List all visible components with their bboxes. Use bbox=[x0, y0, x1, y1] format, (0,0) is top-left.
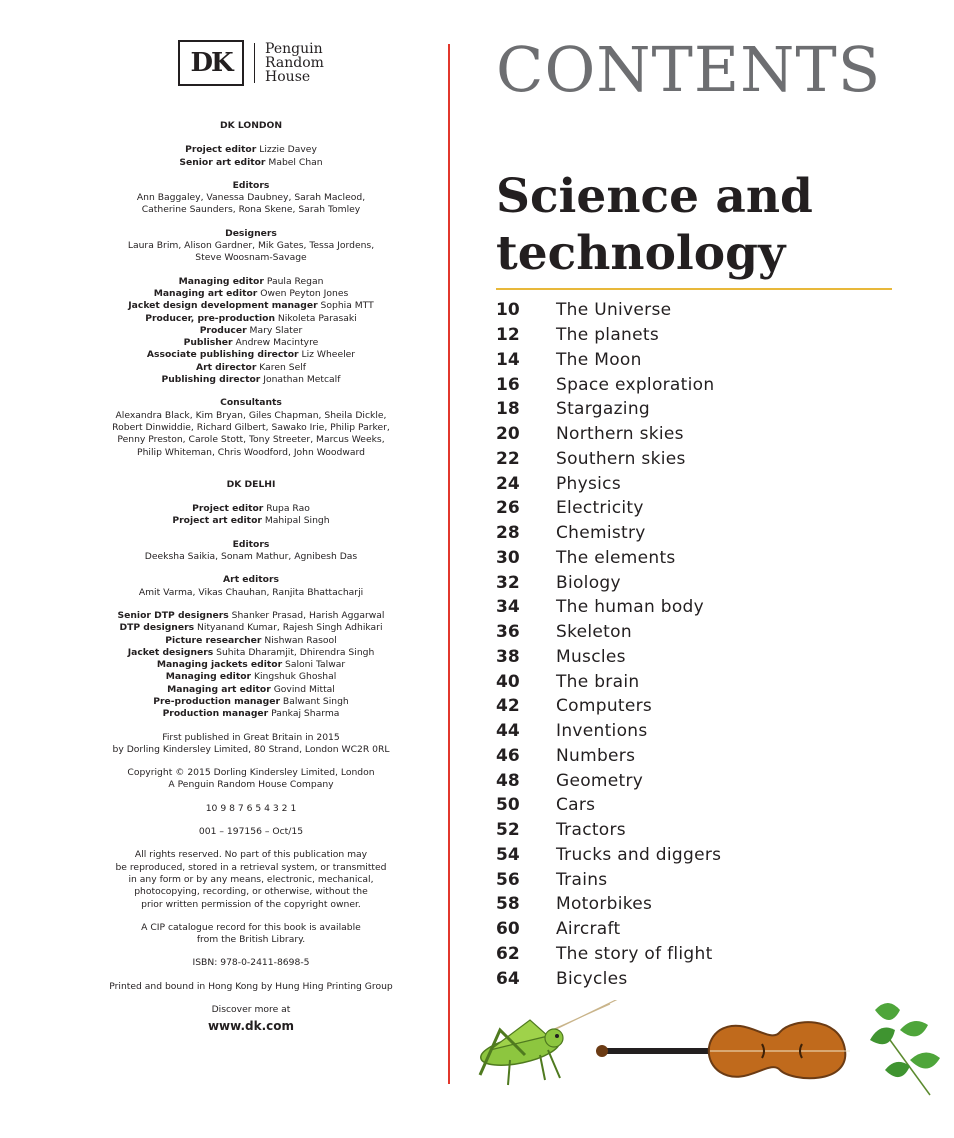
toc-entry[interactable] bbox=[496, 595, 721, 620]
credit-role: DTP designers bbox=[119, 622, 195, 634]
credit-names: Laura Brim, Alison Gardner, Mik Gates, Tessa Jordens, bbox=[127, 240, 375, 252]
toc-entry-title: The elements bbox=[556, 547, 676, 568]
credit-role: Managing editor bbox=[165, 671, 252, 683]
london-credits-1 bbox=[95, 144, 407, 169]
credit-line bbox=[95, 515, 407, 527]
delhi-credits-1 bbox=[95, 503, 407, 528]
credits-heading: Editors bbox=[232, 538, 270, 550]
toc-entry[interactable] bbox=[496, 917, 721, 942]
credit-line bbox=[95, 659, 407, 671]
office-heading-london: DK LONDON bbox=[219, 120, 283, 131]
credit-role: Project editor bbox=[192, 503, 264, 515]
credit-name: Jonathan Metcalf bbox=[263, 374, 341, 386]
credit-role: Production manager bbox=[162, 708, 269, 720]
toc-entry-title: Computers bbox=[556, 696, 653, 717]
imprint-line: Copyright © 2015 Dorling Kindersley Limited, London bbox=[127, 767, 375, 779]
credit-line bbox=[95, 337, 407, 349]
credit-line bbox=[95, 635, 407, 647]
imprint-line: Printed and bound in Hong Kong by Hung Hing Printing Group bbox=[109, 980, 393, 992]
credit-line bbox=[95, 622, 407, 634]
toc-entry-title: Physics bbox=[556, 473, 621, 494]
toc-entry[interactable] bbox=[496, 546, 721, 571]
toc-entry[interactable] bbox=[496, 620, 721, 645]
toc-page-number: 34 bbox=[496, 597, 520, 618]
dk-logo: DK bbox=[178, 40, 244, 86]
credit-role: Project editor bbox=[185, 144, 257, 156]
toc-entry[interactable] bbox=[496, 818, 721, 843]
toc-entry-title: Trucks and diggers bbox=[556, 844, 722, 865]
toc-entry-title: Northern skies bbox=[556, 424, 684, 445]
toc-page-number: 14 bbox=[496, 349, 520, 370]
toc-entry[interactable] bbox=[496, 867, 721, 892]
credit-names: Amit Varma, Vikas Chauhan, Ranjita Bhattacharji bbox=[138, 586, 364, 598]
toc-entry[interactable] bbox=[496, 942, 721, 967]
cip-notice bbox=[95, 922, 407, 947]
toc-entry-title: Tractors bbox=[556, 820, 626, 841]
imprint-line: prior written permission of the copyright owner. bbox=[141, 898, 361, 910]
toc-entry[interactable] bbox=[496, 372, 721, 397]
credit-name: Nishwan Rasool bbox=[264, 634, 337, 646]
toc-page-number: 62 bbox=[496, 943, 520, 964]
credit-line bbox=[95, 349, 407, 361]
credits-heading: Designers bbox=[225, 227, 277, 239]
print-line bbox=[95, 803, 407, 815]
credit-role: Managing jackets editor bbox=[156, 659, 283, 671]
credit-role: Managing art editor bbox=[167, 683, 271, 695]
credit-name: Pankaj Sharma bbox=[271, 708, 340, 720]
rights-notice bbox=[95, 849, 407, 910]
toc-entry-title: Space exploration bbox=[556, 374, 715, 395]
credit-name: Balwant Singh bbox=[282, 695, 349, 707]
toc-page-number: 18 bbox=[496, 399, 520, 420]
london-designers bbox=[95, 228, 407, 265]
imprint-line: photocopying, recording, or otherwise, without the bbox=[134, 886, 368, 898]
toc-entry[interactable] bbox=[496, 570, 721, 595]
toc-entry[interactable] bbox=[496, 645, 721, 670]
discover-more bbox=[95, 1004, 407, 1033]
credit-line bbox=[95, 647, 407, 659]
toc-entry-title: Motorbikes bbox=[556, 894, 653, 915]
toc-entry-title: Bicycles bbox=[556, 968, 628, 989]
london-credits-2 bbox=[95, 276, 407, 387]
toc-entry[interactable] bbox=[496, 966, 721, 991]
toc-page-number: 48 bbox=[496, 770, 520, 791]
section-rule bbox=[496, 288, 892, 290]
section-title-line: technology bbox=[496, 226, 786, 281]
toc-entry[interactable] bbox=[496, 496, 721, 521]
toc-entry-title: The Moon bbox=[556, 349, 642, 370]
credit-role: Publishing director bbox=[161, 374, 261, 386]
toc-page-number: 42 bbox=[496, 696, 520, 717]
toc-entry-title: The story of flight bbox=[556, 943, 713, 964]
credit-line bbox=[95, 300, 407, 312]
credit-role: Picture researcher bbox=[165, 634, 262, 646]
logo-divider bbox=[254, 43, 255, 83]
toc-page-number: 22 bbox=[496, 448, 520, 469]
imprint-line: by Dorling Kindersley Limited, 80 Strand, London WC2R 0RL bbox=[112, 743, 390, 755]
penguin-random-house-logo bbox=[265, 42, 324, 84]
grasshopper-icon bbox=[478, 1000, 620, 1085]
credit-name: Suhita Dharamjit, Dhirendra Singh bbox=[216, 646, 375, 658]
toc-page-number: 46 bbox=[496, 745, 520, 766]
imprint-column bbox=[95, 40, 407, 1033]
toc-entry[interactable] bbox=[496, 471, 721, 496]
credit-line bbox=[95, 325, 407, 337]
credit-name: Lizzie Davey bbox=[259, 144, 317, 156]
credit-name: Paula Regan bbox=[266, 275, 324, 287]
imprint-line: A Penguin Random House Company bbox=[168, 779, 334, 791]
credit-name: Mabel Chan bbox=[268, 156, 323, 168]
toc-entry-title: Stargazing bbox=[556, 399, 650, 420]
credit-name: Saloni Talwar bbox=[285, 659, 346, 671]
delhi-art-editors bbox=[95, 574, 407, 599]
credit-role: Pre-production manager bbox=[153, 695, 280, 707]
credit-line bbox=[95, 708, 407, 720]
toc-entry-title: Muscles bbox=[556, 646, 626, 667]
toc-entry-title: The Universe bbox=[556, 300, 672, 321]
credit-names: Catherine Saunders, Rona Skene, Sarah Tomley bbox=[141, 204, 361, 216]
credit-line bbox=[95, 144, 407, 156]
toc-entry[interactable] bbox=[496, 447, 721, 472]
toc-page-number: 30 bbox=[496, 547, 520, 568]
credit-role: Associate publishing director bbox=[146, 349, 299, 361]
toc-entry[interactable] bbox=[496, 521, 721, 546]
credit-role: Managing editor bbox=[178, 275, 264, 287]
printed-in bbox=[95, 981, 407, 993]
credit-name: Kingshuk Ghoshal bbox=[253, 671, 337, 683]
credits-heading: Art editors bbox=[223, 574, 279, 586]
logo-word: Random bbox=[265, 55, 324, 71]
toc-page-number: 10 bbox=[496, 300, 520, 321]
toc-entry[interactable] bbox=[496, 694, 721, 719]
toc-page-number: 12 bbox=[496, 325, 520, 346]
credit-names: Robert Dinwiddie, Richard Gilbert, Sawako Irie, Philip Parker, bbox=[112, 421, 390, 433]
credit-line bbox=[95, 503, 407, 515]
toc-entry-title: Aircraft bbox=[556, 919, 621, 940]
credit-name: Karen Self bbox=[259, 361, 307, 373]
publisher-logos bbox=[95, 40, 407, 86]
website-link[interactable]: www.dk.com bbox=[207, 1019, 295, 1034]
toc-entry[interactable] bbox=[496, 669, 721, 694]
credit-name: Sophia MTT bbox=[320, 300, 374, 312]
code-line bbox=[95, 826, 407, 838]
credit-name: Mahipal Singh bbox=[264, 515, 330, 527]
toc-page-number: 26 bbox=[496, 498, 520, 519]
toc-page-number: 24 bbox=[496, 473, 520, 494]
toc-page-number: 50 bbox=[496, 795, 520, 816]
toc-entry[interactable] bbox=[496, 348, 721, 373]
toc-page-number: 52 bbox=[496, 820, 520, 841]
london-consultants bbox=[95, 397, 407, 458]
credit-name: Nikoleta Parasaki bbox=[277, 312, 357, 324]
credit-names: Alexandra Black, Kim Bryan, Giles Chapman, Sheila Dickle, bbox=[115, 409, 387, 421]
imprint-line: 10 9 8 7 6 5 4 3 2 1 bbox=[205, 802, 297, 814]
credits-heading: Consultants bbox=[220, 397, 282, 409]
toc-entry[interactable] bbox=[496, 793, 721, 818]
credit-name: Mary Slater bbox=[249, 324, 303, 336]
illustration-strip bbox=[470, 1000, 954, 1110]
toc-page-number: 56 bbox=[496, 869, 520, 890]
toc-entry[interactable] bbox=[496, 744, 721, 769]
toc-entry[interactable] bbox=[496, 298, 721, 323]
credit-names: Steve Woosnam-Savage bbox=[195, 252, 307, 264]
section-title bbox=[496, 168, 896, 282]
london-editors bbox=[95, 180, 407, 217]
credit-role: Senior art editor bbox=[179, 156, 266, 168]
toc-page-number: 38 bbox=[496, 646, 520, 667]
toc-page-number: 58 bbox=[496, 894, 520, 915]
toc-page-number: 28 bbox=[496, 523, 520, 544]
credit-role: Jacket designers bbox=[127, 646, 214, 658]
credit-names: Ann Baggaley, Vanessa Daubney, Sarah Macleod, bbox=[136, 192, 366, 204]
credit-name: Nityanand Kumar, Rajesh Singh Adhikari bbox=[197, 622, 383, 634]
toc-entry-title: Skeleton bbox=[556, 622, 632, 643]
delhi-credits-2 bbox=[95, 610, 407, 721]
toc-entry[interactable] bbox=[496, 422, 721, 447]
credit-name: Govind Mittal bbox=[273, 683, 335, 695]
toc-entry-title: Numbers bbox=[556, 745, 636, 766]
toc-entry-title: Inventions bbox=[556, 721, 648, 742]
toc-entry-title: Biology bbox=[556, 572, 621, 593]
credit-name: Owen Peyton Jones bbox=[260, 287, 349, 299]
isbn bbox=[95, 957, 407, 969]
table-of-contents bbox=[496, 298, 721, 991]
first-published bbox=[95, 732, 407, 757]
imprint-line: All rights reserved. No part of this publication may bbox=[134, 849, 368, 861]
imprint-line: be reproduced, stored in a retrieval system, or transmitted bbox=[115, 861, 387, 873]
credit-role: Jacket design development manager bbox=[128, 300, 318, 312]
credit-role: Senior DTP designers bbox=[117, 609, 229, 621]
toc-page-number: 60 bbox=[496, 919, 520, 940]
toc-entry[interactable] bbox=[496, 719, 721, 744]
toc-page-number: 32 bbox=[496, 572, 520, 593]
toc-page-number: 16 bbox=[496, 374, 520, 395]
credit-role: Managing art editor bbox=[153, 287, 258, 299]
credit-name: Liz Wheeler bbox=[301, 349, 356, 361]
logo-word: House bbox=[265, 69, 311, 85]
toc-entry[interactable] bbox=[496, 397, 721, 422]
column-divider bbox=[448, 44, 450, 1084]
toc-entry[interactable] bbox=[496, 843, 721, 868]
office-heading-delhi: DK DELHI bbox=[226, 478, 276, 490]
toc-entry[interactable] bbox=[496, 323, 721, 348]
toc-entry-title: The brain bbox=[556, 671, 640, 692]
toc-entry-title: Trains bbox=[556, 869, 608, 890]
toc-entry-title: Chemistry bbox=[556, 523, 646, 544]
discover-text: Discover more at bbox=[211, 1004, 291, 1016]
toc-page-number: 36 bbox=[496, 622, 520, 643]
credit-name: Shanker Prasad, Harish Aggarwal bbox=[231, 609, 385, 621]
imprint-line: ISBN: 978-0-2411-8698-5 bbox=[192, 957, 310, 969]
credit-line bbox=[95, 610, 407, 622]
ginkgo-leaves-icon bbox=[870, 1003, 940, 1095]
imprint-line: A CIP catalogue record for this book is available bbox=[141, 921, 361, 933]
credit-line bbox=[95, 313, 407, 325]
page-title: CONTENTS bbox=[496, 33, 882, 106]
imprint-line: in any form or by any means, electronic, mechanical, bbox=[128, 873, 374, 885]
toc-entry-title: Geometry bbox=[556, 770, 644, 791]
toc-page-number: 20 bbox=[496, 424, 520, 445]
credit-line bbox=[95, 288, 407, 300]
toc-entry-title: Southern skies bbox=[556, 448, 686, 469]
toc-entry-title: The human body bbox=[556, 597, 704, 618]
credit-names: Penny Preston, Carole Stott, Tony Streeter, Marcus Weeks, bbox=[117, 434, 385, 446]
violin-icon bbox=[596, 1022, 850, 1078]
toc-entry[interactable] bbox=[496, 768, 721, 793]
credit-line bbox=[95, 157, 407, 169]
toc-page-number: 64 bbox=[496, 968, 520, 989]
toc-entry-title: The planets bbox=[556, 325, 660, 346]
credit-line bbox=[95, 696, 407, 708]
credit-role: Producer bbox=[199, 324, 247, 336]
credit-line bbox=[95, 684, 407, 696]
credit-line bbox=[95, 374, 407, 386]
imprint-line: First published in Great Britain in 2015 bbox=[162, 731, 340, 743]
credit-line bbox=[95, 671, 407, 683]
toc-entry[interactable] bbox=[496, 892, 721, 917]
logo-word: Penguin bbox=[265, 41, 323, 57]
copyright bbox=[95, 767, 407, 792]
toc-page-number: 40 bbox=[496, 671, 520, 692]
imprint-line: from the British Library. bbox=[196, 934, 306, 946]
section-title-line: Science and bbox=[496, 169, 813, 224]
toc-entry-title: Cars bbox=[556, 795, 596, 816]
credit-names: Philip Whiteman, Chris Woodford, John Woodward bbox=[137, 446, 365, 458]
toc-page-number: 54 bbox=[496, 844, 520, 865]
credit-names: Deeksha Saikia, Sonam Mathur, Agnibesh Das bbox=[144, 551, 358, 563]
credit-line bbox=[95, 362, 407, 374]
toc-entry-title: Electricity bbox=[556, 498, 644, 519]
credit-role: Producer, pre-production bbox=[145, 312, 275, 324]
toc-page-number: 44 bbox=[496, 721, 520, 742]
credit-name: Rupa Rao bbox=[266, 503, 310, 515]
credits-heading: Editors bbox=[232, 179, 270, 191]
delhi-editors bbox=[95, 539, 407, 564]
credit-role: Art director bbox=[195, 361, 257, 373]
credit-role: Publisher bbox=[183, 337, 233, 349]
imprint-line: 001 – 197156 – Oct/15 bbox=[198, 826, 304, 838]
credit-role: Project art editor bbox=[172, 515, 262, 527]
credit-name: Andrew Macintyre bbox=[235, 337, 319, 349]
credit-line bbox=[95, 276, 407, 288]
